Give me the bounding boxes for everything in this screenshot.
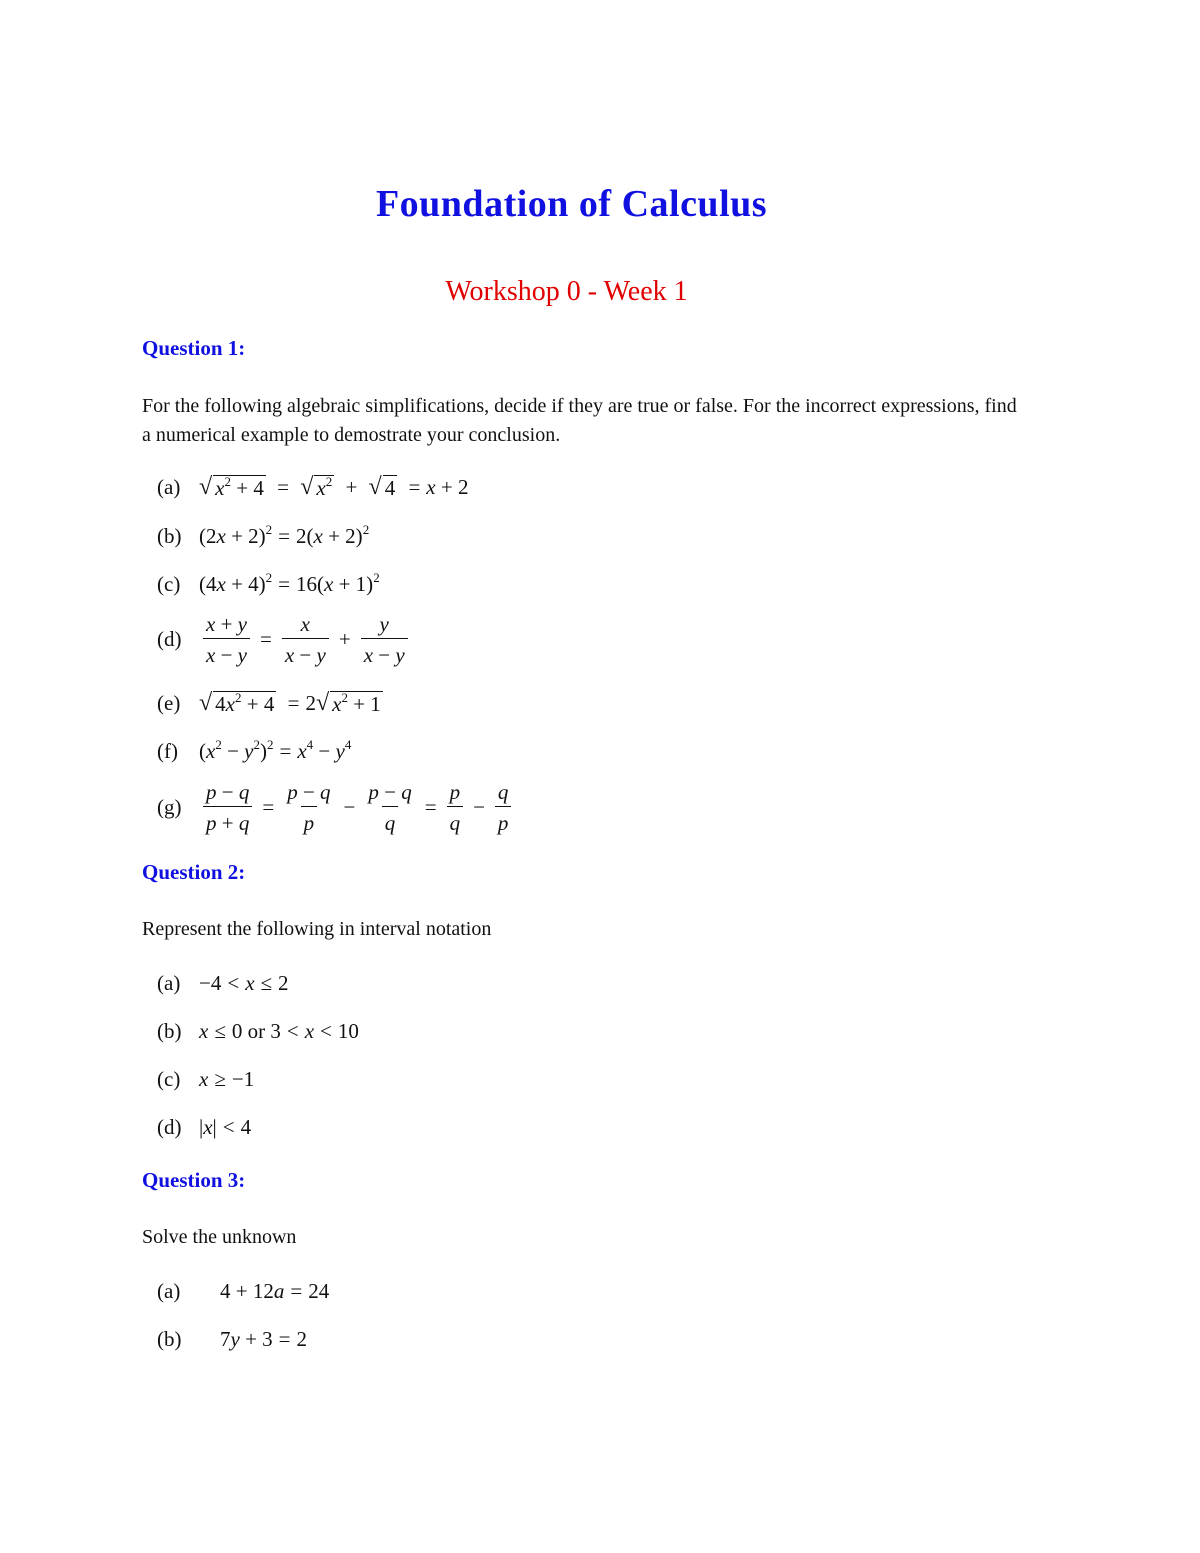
q3-item-a [157, 1276, 329, 1306]
q1-item-c [157, 569, 380, 599]
q1-item-g [157, 780, 515, 835]
q2-item-c [157, 1064, 254, 1094]
equation: √ $x^2 + 4$ = √ $x^2$ + √ 4 = x + 2 [199, 473, 469, 500]
item-label: (a) [157, 474, 181, 499]
item-label: (a) [157, 1278, 181, 1303]
item-label: (e) [157, 690, 181, 715]
question-3-intro: Solve the unknown [142, 1226, 297, 1248]
equation: √ $4x^2 + 4$ = 2 √ $x^2 + 1$ [199, 689, 381, 716]
q1-item-b [157, 521, 369, 551]
q3-item-b [157, 1324, 307, 1354]
inequality: x ≤ 0 or 3 < x < 10 [199, 1018, 359, 1043]
equation: $(4x + 4)^2 = 16(x + 1)^2$ [199, 569, 380, 596]
q1-item-f [157, 736, 351, 766]
equation: $\frac{p - q}{p + q}$ = $\frac{p - q}{p}$ − $\frac{p - q}{q}$ = $\frac{p}{q}$ − $\frac{q}{p}$ [199, 780, 515, 835]
item-label: (d) [157, 627, 182, 651]
inequality: x ≥ −1 [199, 1066, 255, 1091]
question-1-heading: Question 1: [142, 336, 246, 360]
item-label: (b) [157, 1326, 182, 1351]
item-label: (g) [157, 795, 182, 819]
item-label: (b) [157, 523, 182, 548]
question-2-intro: Represent the following in interval notation [142, 918, 492, 940]
q2-item-a [157, 968, 289, 998]
q1-item-d [157, 612, 412, 667]
inequality: −4 < x ≤ 2 [199, 970, 289, 995]
equation: $(2x + 2)^2 = 2(x + 2)^2$ [199, 521, 370, 548]
item-label: (c) [157, 571, 181, 596]
page-title: Foundation of Calculus [375, 183, 768, 225]
item-label: (c) [157, 1066, 181, 1091]
q2-item-b [157, 1016, 359, 1046]
equation: $(x^2 - y^2)^2 = x^4 - y^4$ [199, 736, 352, 763]
equation: $\frac{x + y}{x - y}$ = $\frac{x}{x - y}$ + $\frac{y}{x - y}$ [199, 612, 412, 667]
inequality: |x| < 4 [199, 1114, 252, 1139]
q1-item-e [157, 688, 383, 718]
question-2-heading: Question 2: [142, 860, 246, 884]
question-3-heading: Question 3: [142, 1168, 246, 1192]
equation: 7y + 3 = 2 [220, 1326, 308, 1351]
page-subtitle: Workshop 0 - Week 1 [445, 276, 688, 307]
item-label: (f) [157, 738, 178, 763]
q2-item-d [157, 1112, 251, 1142]
equation: 4 + 12a = 24 [220, 1278, 330, 1303]
q1-item-a [157, 472, 468, 502]
item-label: (a) [157, 970, 181, 995]
question-1-intro: For the following algebraic simplifications, decide if they are true or false. For the incorrect expressions, find a numerical example to demostrate your conclusion. [142, 395, 1017, 446]
item-label: (b) [157, 1018, 182, 1043]
or-connector: or [247, 1018, 266, 1043]
item-label: (d) [157, 1114, 182, 1139]
